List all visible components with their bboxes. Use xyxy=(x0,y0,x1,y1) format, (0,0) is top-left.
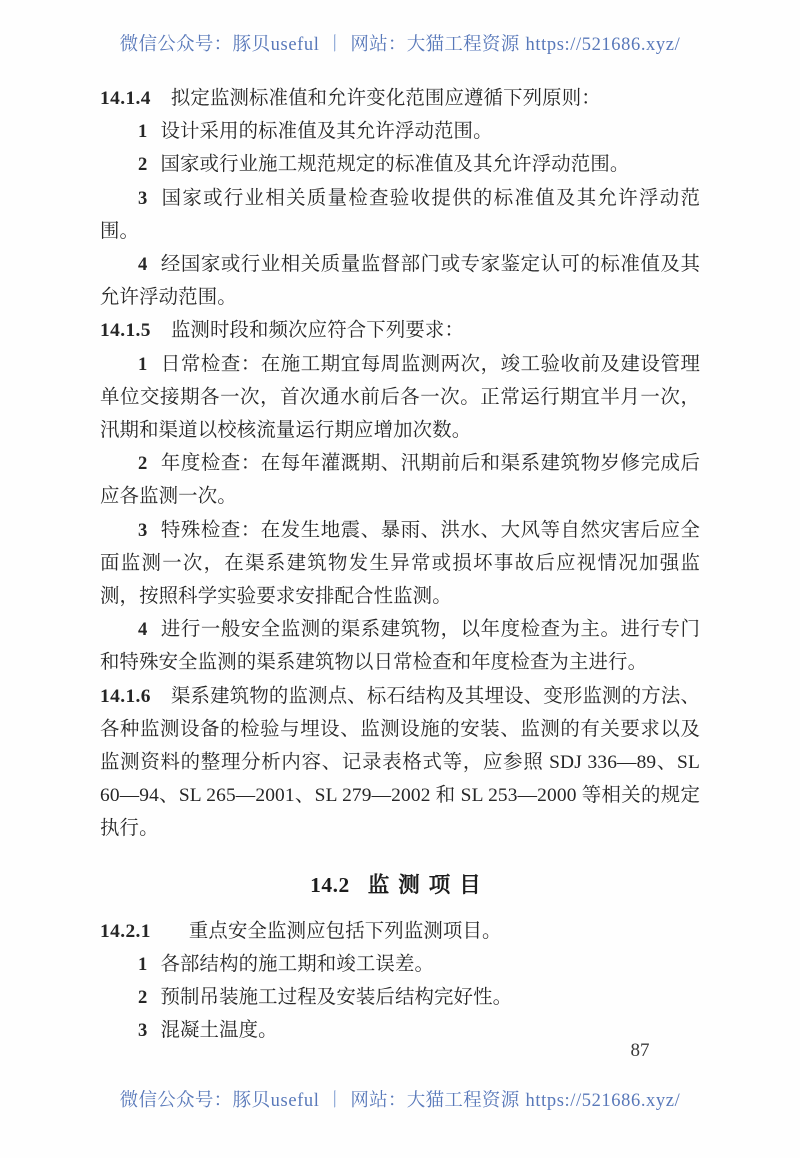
item-text: 日常检查：在施工期宜每周监测两次，竣工验收前及建设管理单位交接期各一次，首次通水前后各一次。正常运行期宜半月一次，汛期和渠道以校核流量运行期应增加次数。 xyxy=(100,353,700,442)
item-text: 进行一般安全监测的渠系建筑物，以年度检查为主。进行专门和特殊安全监测的渠系建筑物以日常检查和年度检查为主进行。 xyxy=(100,619,700,674)
clause-number: 14.1.4 xyxy=(100,88,151,109)
clause-number: 14.2.1 xyxy=(100,920,151,942)
watermark-url: https://521686.xyz/ xyxy=(525,35,681,55)
clause-14-2-1 xyxy=(100,915,700,948)
page-number: 87 xyxy=(630,1040,650,1061)
item-index: 2 xyxy=(138,154,148,176)
item-index: 3 xyxy=(138,519,148,541)
list-item xyxy=(100,613,700,679)
watermark-site-label: 网站： xyxy=(350,1091,407,1111)
watermark-separator: 丨 xyxy=(325,35,345,55)
item-index: 2 xyxy=(138,987,148,1009)
section-number: 14.2 xyxy=(310,872,350,897)
watermark-site-name: 大猫工程资源 xyxy=(406,1091,520,1111)
item-index: 3 xyxy=(138,187,148,209)
item-text: 各部结构的施工期和竣工误差。 xyxy=(160,953,435,975)
item-index: 4 xyxy=(138,254,148,276)
watermark-wechat-name: 豚贝useful xyxy=(232,1091,320,1111)
document-body xyxy=(100,82,700,1047)
clause-14-1-6 xyxy=(100,680,700,846)
list-item xyxy=(100,115,700,148)
section-name: 监测项目 xyxy=(367,872,490,897)
item-text: 设计采用的标准值及其允许浮动范围。 xyxy=(160,121,493,143)
clause-number: 14.1.5 xyxy=(100,320,151,342)
item-index: 1 xyxy=(138,121,148,143)
item-text: 年度检查：在每年灌溉期、汛期前后和渠系建筑物岁修完成后应各监测一次。 xyxy=(100,453,700,508)
watermark-separator: 丨 xyxy=(325,1091,345,1111)
list-item xyxy=(100,182,700,248)
item-text: 特殊检查：在发生地震、暴雨、洪水、大风等自然灾害后应全面监测一次，在渠系建筑物发生异常或损坏事故后应视情况加强监测，按照科学实验要求安排配合性监测。 xyxy=(100,519,700,608)
clause-text: 拟定监测标准值和允许变化范围应遵循下列原则： xyxy=(170,88,601,109)
list-item xyxy=(100,148,700,181)
watermark-footer xyxy=(0,1086,800,1112)
clause-number: 14.1.6 xyxy=(100,685,151,707)
item-index: 2 xyxy=(138,453,148,475)
clause-14-1-5 xyxy=(100,314,700,347)
watermark-header xyxy=(0,30,800,56)
item-text: 预制吊装施工过程及安装后结构完好性。 xyxy=(160,987,513,1009)
item-text: 经国家或行业相关质量监督部门或专家鉴定认可的标准值及其允许浮动范围。 xyxy=(100,254,700,309)
list-item xyxy=(100,447,700,513)
item-text: 混凝土温度。 xyxy=(160,1020,278,1042)
item-text: 国家或行业施工规范规定的标准值及其允许浮动范围。 xyxy=(160,154,630,176)
list-item xyxy=(100,348,700,448)
clause-14-1-4 xyxy=(100,82,700,115)
watermark-site-name: 大猫工程资源 xyxy=(406,35,520,55)
watermark-wechat-name: 豚贝useful xyxy=(232,35,320,55)
watermark-wechat-label: 微信公众号： xyxy=(119,1091,233,1111)
list-item xyxy=(100,981,700,1014)
item-index: 3 xyxy=(138,1020,148,1042)
list-item xyxy=(100,514,700,614)
list-item xyxy=(100,948,700,981)
clause-text: 重点安全监测应包括下列监测项目。 xyxy=(188,920,502,942)
watermark-wechat-label: 微信公众号： xyxy=(119,35,233,55)
clause-text: 渠系建筑物的监测点、标石结构及其埋设、变形监测的方法、各种监测设备的检验与埋设、监测设施的安装、监测的有关要求以及监测资料的整理分析内容、记录表格式等，应参照 SDJ 336—89、SL 60—94、SL 265—2001、SL 279—2002 和 SL 253—2000 等相关的规定执行。 xyxy=(100,685,700,840)
watermark-url: https://521686.xyz/ xyxy=(525,1091,681,1111)
section-heading-14-2 xyxy=(100,846,700,915)
watermark-site-label: 网站： xyxy=(350,35,407,55)
item-index: 1 xyxy=(138,353,148,375)
item-index: 4 xyxy=(138,619,148,641)
list-item xyxy=(100,248,700,314)
clause-text: 监测时段和频次应符合下列要求： xyxy=(170,320,464,342)
item-text: 国家或行业相关质量检查验收提供的标准值及其允许浮动范围。 xyxy=(100,187,700,242)
item-index: 1 xyxy=(138,953,148,975)
